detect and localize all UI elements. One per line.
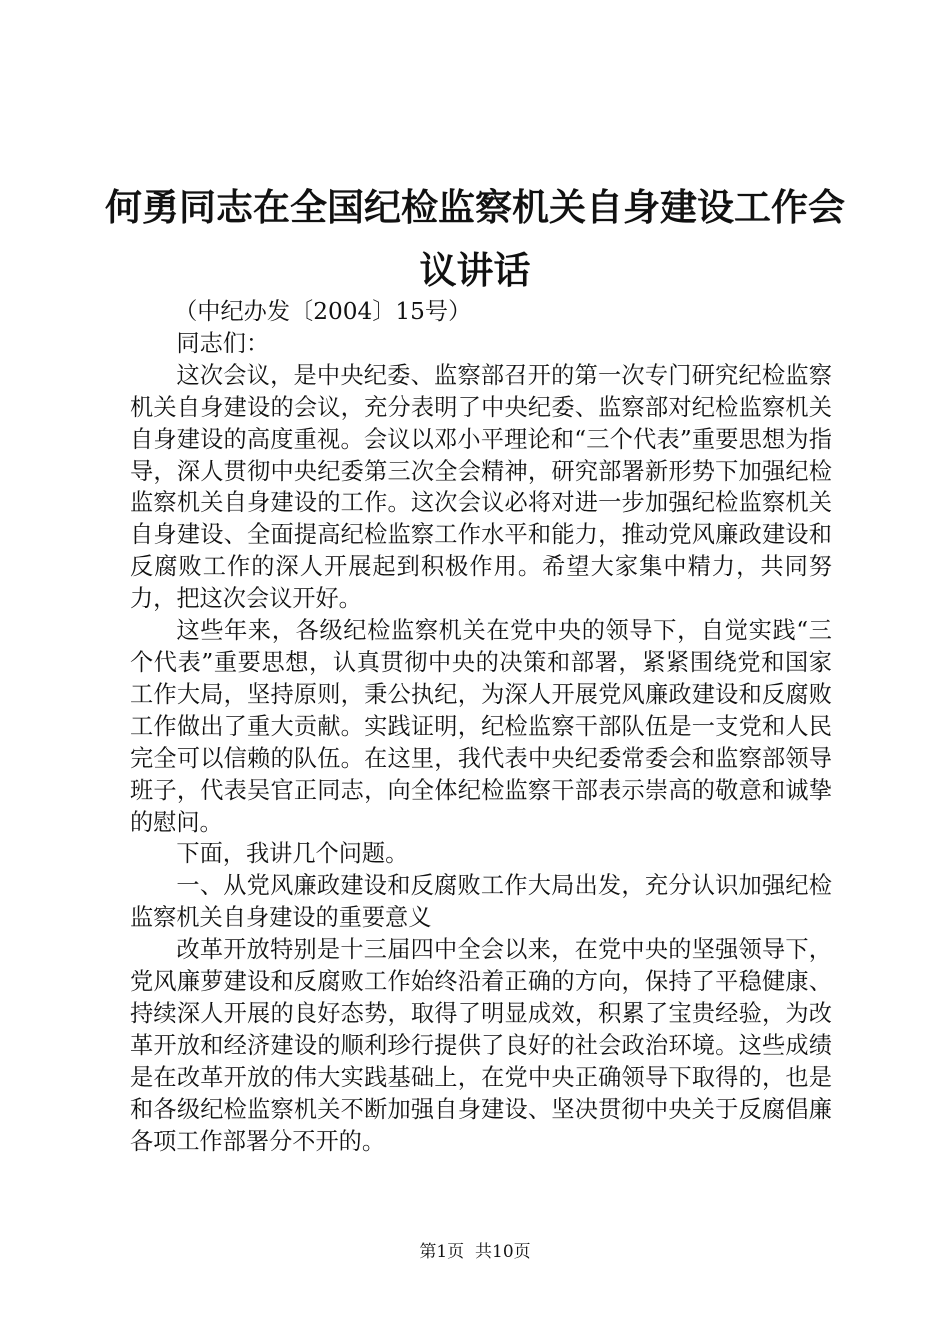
paragraph-3: 下面，我讲几个问题。: [176, 840, 409, 868]
section-heading-1: 一、从党风廉政建设和反腐败工作大局出发，充分认识加强纪检监察机关自身建设的重要意义: [130, 872, 832, 932]
paragraph-2: 这些年来，各级纪检监察机关在党中央的领导下，自觉实践“三个代表”重要思想，认真贯彻中央的决策和部署，紧紧围绕党和国家工作大局，坚持原则，秉公执纪，为深人开展党风廉政建设和反腐败工作做出了重大贡献。实践证明，纪检监察干部队伍是一支党和人民完全可以信赖的队伍。在这里，我代表中央纪委常委会和监察部领导班子，代表吴官正同志，向全体纪检监察干部表示崇高的敬意和诚挚的慰问。: [130, 617, 832, 836]
page-footer: [0, 1240, 950, 1264]
salutation: 同志们：: [176, 329, 270, 357]
page-total: 共10页: [475, 1242, 531, 1262]
paragraph-1: 这次会议，是中央纪委、监察部召开的第一次专门研究纪检监察机关自身建设的会议，充分表明了中央纪委、监察部对纪检监察机关自身建设的高度重视。会议以邓小平理论和“三个代表”重要思想为指导，深人贯彻中央纪委第三次全会精神，研究部署新形势下加强纪检监察机关自身建设的工作。这次会议必将对进一步加强纪检监察机关自身建设、全面提高纪检监察工作水平和能力，推动党风廉政建设和反腐败工作的深人开展起到积极作用。希望大家集中精力，共同努力，把这次会议开好。: [130, 361, 832, 613]
document-reference-number: （中纪办发〔2004〕15号）: [174, 298, 472, 325]
document-body: [130, 296, 832, 1157]
paragraph-4: 改革开放特别是十三届四中全会以来，在党中央的坚强领导下，党风廉萝建设和反腐败工作始终沿着正确的方向，保持了平稳健康、持续深人开展的良好态势，取得了明显成效，积累了宝贵经验，为改革开放和经济建设的顺利珍行提供了良好的社会政治环境。这些成绩是在改革开放的伟大实践基础上，在党中央正确领导下取得的，也是和各级纪检监察机关不断加强自身建设、坚决贯彻中央关于反腐倡廉各项工作部署分不开的。: [130, 936, 832, 1155]
page-number: 第1页: [419, 1242, 465, 1262]
document-title-line-1: 何勇同志在全国纪检监察机关自身建设工作会: [105, 186, 845, 229]
document-title-line-2: 议讲话: [419, 249, 531, 292]
